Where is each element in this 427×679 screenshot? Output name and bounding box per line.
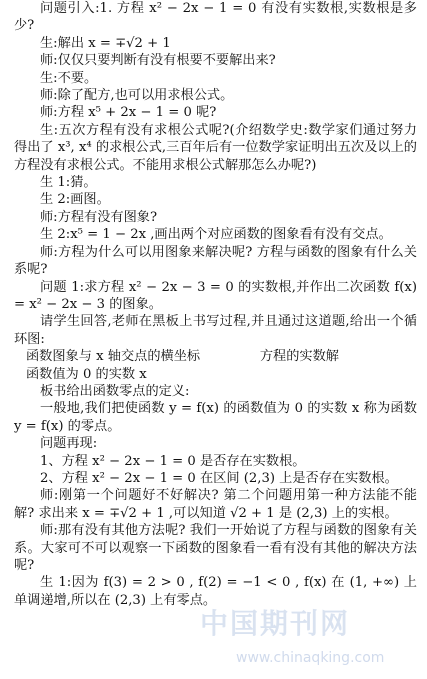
text-line: 生 1:因为 f(3) = 2 > 0 , f(2) = −1 < 0 , f(x) 在 (1, +∞) 上单调递增,所以在 (2,3) 上有零点。: [14, 575, 417, 608]
watermark-url: www.chinaqking.com: [236, 650, 385, 666]
text-line: 生 1:猜。: [40, 175, 97, 191]
text-line: 请学生回答,老师在黑板上书写过程,并且通过这道题,给出一个循环图:: [14, 314, 417, 347]
text-line: 师:仅仅只要判断有没有根要不要解出来?: [40, 53, 276, 69]
text-line: 生 2:x⁵ = 1 − 2x ,画出两个对应函数的图象看有没有交点。: [40, 227, 392, 243]
text-line: 问题引入:1. 方程 x² − 2x − 1 = 0 有没有实数根,实数根是多少?: [14, 1, 417, 34]
text-line: 师:刚第一个问题好不好解决? 第二个问题用第一种方法能不能解? 求出来 x = ∓√2 + 1 ,可以知道 √2 + 1 是 (2,3) 上的实根。: [14, 488, 417, 521]
text-line: 师:方程为什么可以用图象来解决呢? 方程与函数的图象有什么关系呢?: [14, 244, 417, 278]
text-line: 师:除了配方,也可以用求根公式。: [40, 88, 234, 104]
cycle-left-label: 函数图象与 x 轴交点的横坐标: [26, 349, 201, 365]
text-line: 师:方程 x⁵ + 2x − 1 = 0 呢?: [40, 105, 217, 121]
text-line: 1、方程 x² − 2x − 1 = 0 是否存在实数根。: [40, 453, 306, 469]
text-line: 函数值为 0 的实数 x: [26, 366, 147, 382]
watermark-logo: 中国期刊网: [200, 607, 351, 640]
text-line: 2、方程 x² − 2x − 1 = 0 在区间 (2,3) 上是否存在实数根。: [40, 470, 398, 486]
text-line: 生:解出 x = ∓√2 + 1: [40, 35, 171, 51]
text-line: 生 2:画图。: [40, 192, 110, 208]
text-line: 问题再现:: [40, 436, 98, 452]
text-line: 师:那有没有其他方法呢? 我们一开始说了方程与函数的图象有关系。大家可不可以观察一下函数的图象看一看有没有其他的解决方法呢?: [14, 523, 417, 573]
dialogue-block-2: [0, 366, 427, 610]
cycle-diagram-row: [0, 348, 427, 365]
text-line: 一般地,我们把使函数 y = f(x) 的函数值为 0 的实数 x 称为函数 y = f(x) 的零点。: [14, 401, 417, 434]
text-line: 生:不要。: [40, 70, 98, 86]
text-line: 师:方程有没有图象?: [40, 209, 158, 225]
text-line: 板书给出函数零点的定义:: [40, 383, 190, 399]
cycle-right-label: 方程的实数解: [259, 349, 339, 365]
text-line: 问题 1:求方程 x² − 2x − 3 = 0 的实数根,并作出二次函数 f(x) = x² − 2x − 3 的图象。: [14, 279, 417, 312]
text-line: 生:五次方程有没有求根公式呢?(介绍数学史:数学家们通过努力得出了 x³, x⁴ 的求根公式,三百年后有一位数学家证明出五次及以上的方程没有求根公式。不能用求根公式解那怎么办呢?): [14, 122, 417, 173]
